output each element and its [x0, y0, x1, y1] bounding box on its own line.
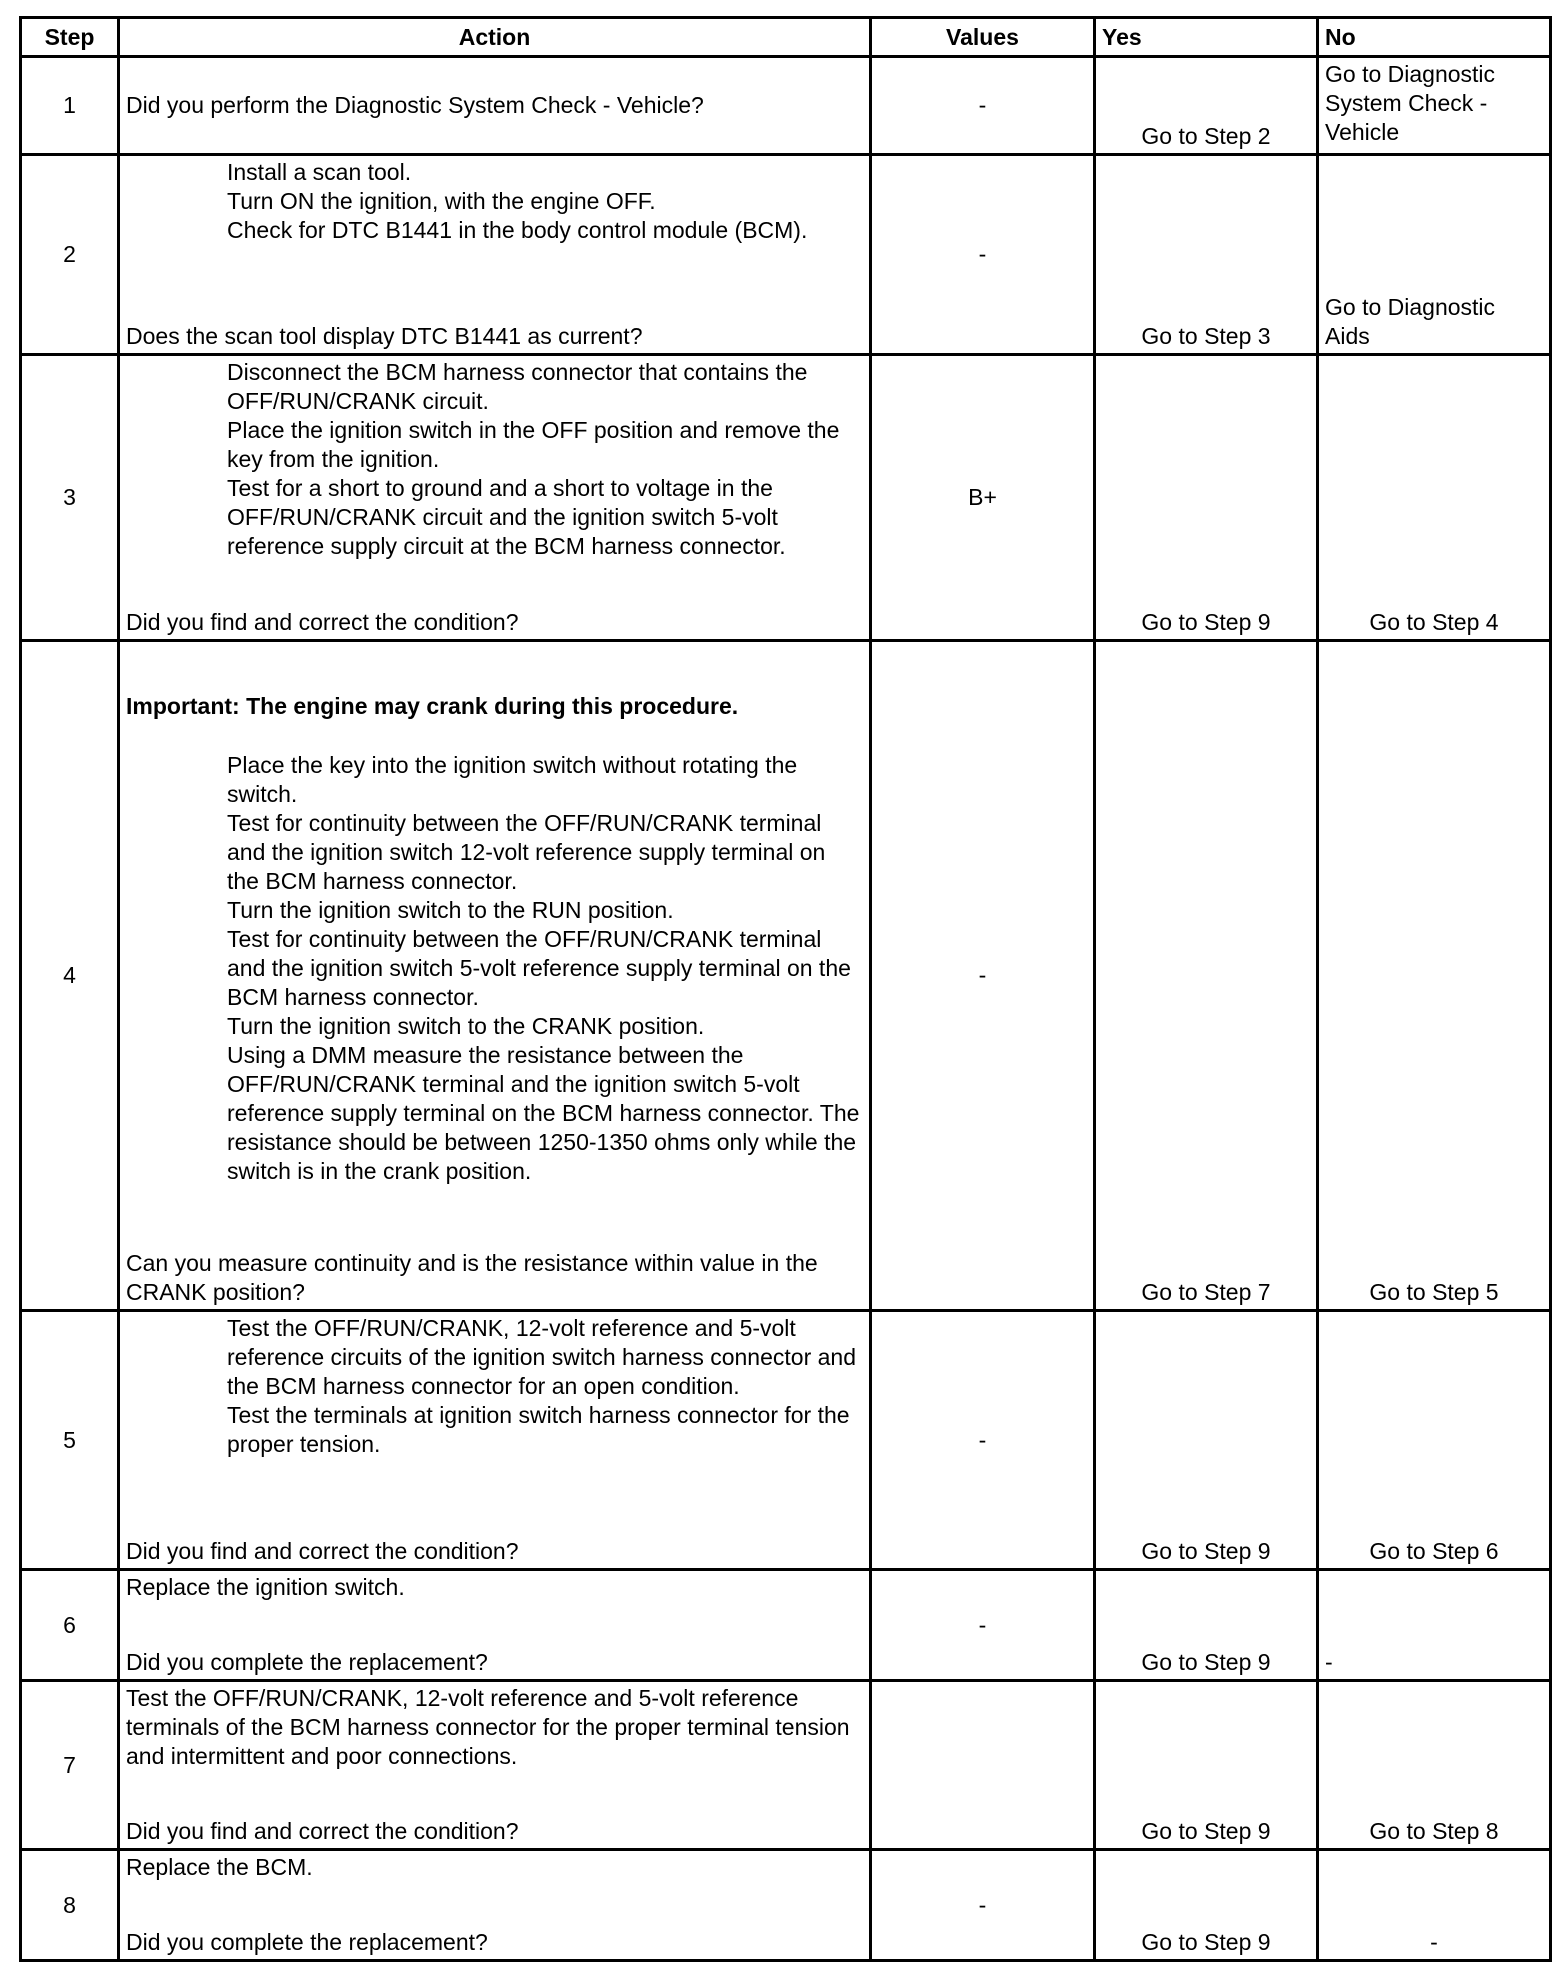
table-row [21, 1311, 1551, 1570]
action-line: Test the terminals at ignition switch harness connector for the proper tension. [227, 1402, 850, 1457]
action-cell [119, 57, 871, 155]
no-cell [1318, 355, 1551, 641]
value-cell: - [871, 641, 1095, 1311]
header-no: No [1318, 18, 1551, 57]
action-question: Did you find and correct the condition? [126, 1818, 519, 1844]
value-cell: - [871, 57, 1095, 155]
action-question: Did you perform the Diagnostic System Check - Vehicle? [126, 92, 704, 118]
yes-cell [1095, 57, 1318, 155]
value-cell: - [871, 1570, 1095, 1681]
action-question: Can you measure continuity and is the resistance within value in the CRANK position? [126, 1250, 818, 1305]
action-line: Test for a short to ground and a short to voltage in the OFF/RUN/CRANK circuit and the ignition switch 5-volt reference supply circuit at the BCM harness connector. [227, 475, 786, 559]
action-line: Test for continuity between the OFF/RUN/CRANK terminal and the ignition switch 5-volt reference supply terminal on the BCM harness connector. [227, 926, 851, 1010]
action-line: Using a DMM measure the resistance between the OFF/RUN/CRANK terminal and the ignition switch 5-volt reference supply terminal on the BCM harness connector. The resistance should be between 1250-1350 ohms only while the switch is in the crank position. [227, 1042, 860, 1184]
action-question: Did you complete the replacement? [126, 1649, 488, 1675]
yes-text: Go to Step 9 [1141, 1818, 1271, 1844]
yes-cell [1095, 155, 1318, 355]
action-line: Replace the BCM. [126, 1854, 313, 1880]
action-line: Place the ignition switch in the OFF position and remove the key from the ignition. [227, 417, 840, 472]
action-cell [119, 1311, 871, 1570]
no-text: - [1325, 1649, 1333, 1675]
value-cell: - [871, 1311, 1095, 1570]
yes-cell [1095, 1311, 1318, 1570]
yes-text: Go to Step 2 [1141, 123, 1271, 149]
action-line: Turn the ignition switch to the CRANK position. [227, 1013, 705, 1039]
yes-cell [1095, 1570, 1318, 1681]
action-line: Replace the ignition switch. [126, 1574, 405, 1600]
no-cell [1318, 1311, 1551, 1570]
header-step: Step [21, 18, 119, 57]
yes-text: Go to Step 9 [1141, 1649, 1271, 1675]
action-question: Did you complete the replacement? [126, 1929, 488, 1955]
action-line: Test for continuity between the OFF/RUN/CRANK terminal and the ignition switch 12-volt reference supply terminal on the BCM harness connector. [227, 810, 826, 894]
action-cell [119, 1850, 871, 1961]
header-yes: Yes [1095, 18, 1318, 57]
action-question: Did you find and correct the condition? [126, 1538, 519, 1564]
no-cell [1318, 1850, 1551, 1961]
value-cell: B+ [871, 355, 1095, 641]
action-cell [119, 1570, 871, 1681]
action-question: Does the scan tool display DTC B1441 as current? [126, 323, 643, 349]
step-number: 7 [21, 1681, 119, 1850]
action-line: Turn the ignition switch to the RUN position. [227, 897, 674, 923]
action-line: Check for DTC B1441 in the body control module (BCM). [227, 217, 808, 243]
step-number: 6 [21, 1570, 119, 1681]
step-number: 8 [21, 1850, 119, 1961]
no-text: Go to Step 4 [1369, 609, 1499, 635]
no-text: Go to Step 8 [1369, 1818, 1499, 1844]
step-number: 1 [21, 57, 119, 155]
header-row [21, 18, 1551, 57]
no-cell [1318, 1681, 1551, 1850]
step-number: 4 [21, 641, 119, 1311]
yes-cell [1095, 355, 1318, 641]
action-line: Test the OFF/RUN/CRANK, 12-volt reference and 5-volt reference terminals of the BCM harness connector for the proper terminal tension and intermittent and poor connections. [126, 1685, 850, 1769]
step-number: 5 [21, 1311, 119, 1570]
yes-text: Go to Step 9 [1141, 1538, 1271, 1564]
yes-text: Go to Step 3 [1141, 323, 1271, 349]
table-row [21, 1570, 1551, 1681]
table-row [21, 1850, 1551, 1961]
step-number: 2 [21, 155, 119, 355]
action-line: Install a scan tool. [227, 159, 412, 185]
yes-text: Go to Step 7 [1141, 1279, 1271, 1305]
yes-cell [1095, 1681, 1318, 1850]
table-row [21, 355, 1551, 641]
action-question: Did you find and correct the condition? [126, 609, 519, 635]
no-text: - [1430, 1929, 1438, 1955]
no-cell [1318, 155, 1551, 355]
yes-text: Go to Step 9 [1141, 1929, 1271, 1955]
no-text: Go to Diagnostic Aids [1325, 294, 1496, 349]
step-number: 3 [21, 355, 119, 641]
important-note: Important: The engine may crank during this procedure. [126, 693, 739, 719]
action-line: Disconnect the BCM harness connector that contains the OFF/RUN/CRANK circuit. [227, 359, 808, 414]
yes-cell [1095, 1850, 1318, 1961]
action-line: Place the key into the ignition switch without rotating the switch. [227, 752, 798, 807]
no-cell [1318, 641, 1551, 1311]
value-cell: - [871, 1850, 1095, 1961]
action-cell [119, 155, 871, 355]
header-values: Values [871, 18, 1095, 57]
no-text: Go to Step 5 [1369, 1279, 1499, 1305]
table-row [21, 155, 1551, 355]
no-cell [1318, 57, 1551, 155]
action-line: Test the OFF/RUN/CRANK, 12-volt reference and 5-volt reference circuits of the ignition switch harness connector and the BCM harness connector for an open condition. [227, 1315, 856, 1399]
yes-cell [1095, 641, 1318, 1311]
action-cell [119, 355, 871, 641]
header-action: Action [119, 18, 871, 57]
action-cell [119, 641, 871, 1311]
diagnostic-table [19, 16, 1552, 1962]
value-cell [871, 1681, 1095, 1850]
action-cell [119, 1681, 871, 1850]
no-cell [1318, 1570, 1551, 1681]
table-row [21, 641, 1551, 1311]
table-row [21, 1681, 1551, 1850]
action-line: Turn ON the ignition, with the engine OFF. [227, 188, 656, 214]
yes-text: Go to Step 9 [1141, 609, 1271, 635]
table-row [21, 57, 1551, 155]
no-text: Go to Diagnostic System Check - Vehicle [1325, 61, 1496, 145]
value-cell: - [871, 155, 1095, 355]
no-text: Go to Step 6 [1369, 1538, 1499, 1564]
